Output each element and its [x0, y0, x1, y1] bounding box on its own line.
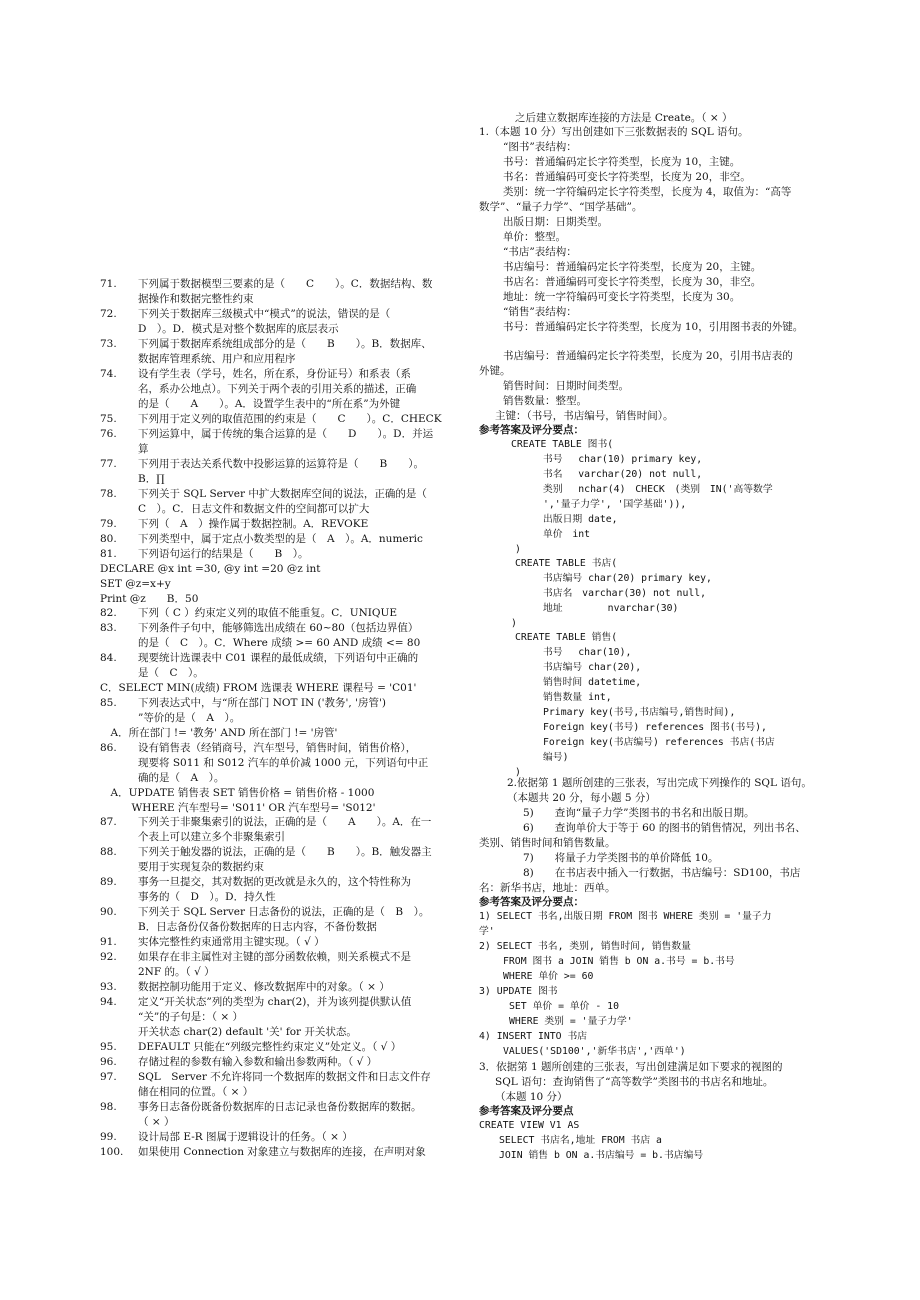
question-text: 事务日志备份既备份数据库的日志记录也备份数据库的数据。: [138, 1101, 422, 1113]
question-number: 72.: [100, 308, 117, 320]
question-number: 100.: [100, 1146, 124, 1158]
code-line: ): [515, 767, 521, 778]
question-line: [100, 562, 321, 576]
section-heading: 参考答案及评分要点: [479, 1105, 574, 1117]
question-number: 78.: [100, 488, 117, 500]
code-line: 书名 varchar(20) not null,: [543, 469, 703, 480]
question-text: B．日志备份仅备份数据库的日志内容，不备份数据: [138, 921, 377, 933]
code-line: FROM 图书 a JOIN 销售 b ON a.书号 = b.书号: [503, 956, 735, 967]
code-line: 1) SELECT 书名,出版日期 FROM 图书 WHERE 类别 = '量子力: [479, 911, 772, 922]
question-text: 如果使用 Connection 对象建立与数据库的连接，在声明对象: [138, 1146, 426, 1158]
question-text: 下列关于 SQL Server 日志备份的说法，正确的是（ B ）。: [138, 906, 430, 918]
code-line: Primary key(书号,书店编号,销售时间),: [543, 707, 736, 718]
question-text: D ）。D．模式是对整个数据库的底层表示: [138, 323, 339, 335]
question-text: 设有销售表（经销商号，汽车型号，销售时间，销售价格），: [138, 742, 417, 754]
question-text: 要用于实现复杂的数据约束: [138, 861, 264, 873]
question-number: 85.: [100, 697, 117, 709]
question-text: 实体完整性约束通常用主键实现。（ √ ）: [138, 936, 325, 948]
code-line: ): [511, 618, 517, 629]
question-text: 下列运算中，属于传统的集合运算的是（ D ）。D．并运: [138, 428, 434, 440]
question-number: 96.: [100, 1056, 117, 1068]
plain-text: A．UPDATE 销售表 SET 销售价格 = 销售价格 - 1000: [100, 787, 375, 799]
answer-line: 7) 将量子力学类图书的单价降低 10。: [523, 852, 719, 864]
question-line: [100, 801, 376, 815]
question-text: DEFAULT 只能在“列级完整性约束定义”处定义。（ √ ）: [138, 1041, 402, 1053]
code-line: 3) UPDATE 图书: [479, 986, 558, 997]
question-number: 91.: [100, 936, 117, 948]
answer-line: 名：新华书店，地址：西单。: [479, 882, 616, 894]
question-text: 下列关于非聚集索引的说法，正确的是（ A ）。A．在一: [138, 816, 432, 828]
code-line: CREATE TABLE 销售(: [515, 632, 618, 643]
code-line: ','量子力学', '国学基础')),: [543, 499, 687, 510]
code-line: 书店编号 char(20) primary key,: [543, 573, 712, 584]
question-text: 开关状态 char(2) default '关' for 开关状态。: [138, 1026, 357, 1038]
question-number: 71.: [100, 278, 117, 290]
question-text: 下列表达式中，与“所在部门 NOT IN ('教务', '房管'): [138, 697, 386, 709]
answer-line: 书店名：普通编码可变长字符类型，长度为 30，非空。: [503, 276, 762, 288]
plain-text: Print @z B．50: [100, 593, 199, 605]
question-text: 事务的（ D ）。D．持久性: [138, 891, 276, 903]
code-line: CREATE TABLE 图书(: [511, 439, 614, 450]
code-line: CREATE VIEW V1 AS: [479, 1120, 580, 1131]
answer-line: 类别：统一字符编码定长字符类型，长度为 4，取值为：“高等: [503, 186, 792, 198]
code-line: SELECT 书店名,地址 FROM 书店 a: [499, 1135, 662, 1146]
code-line: 类别 nchar(4) CHECK (类别 IN('高等数学: [543, 484, 773, 495]
answer-line: SQL 语句：查询销售了“高等数学”类图书的书店名和地址。: [495, 1076, 774, 1088]
question-text: 下列关于 SQL Server 中扩大数据库空间的说法，正确的是（: [138, 488, 427, 500]
question-number: 84.: [100, 652, 117, 664]
plain-text: DECLARE @x int =30, @y int =20 @z int: [100, 563, 321, 575]
question-text: 是（ C ）。: [138, 667, 204, 679]
code-line: 学': [479, 926, 495, 937]
code-line: 出版日期 date,: [543, 514, 618, 525]
question-text: 下列关于触发器的说法，正确的是（ B ）。B．触发器主: [138, 846, 432, 858]
question-text: 下列条件子句中，能够筛选出成绩在 60~80（包括边界值）: [138, 622, 419, 634]
answer-line: 单价：整型。: [503, 231, 566, 243]
question-text: 下列类型中，属于定点小数类型的是（ A ）。A．numeric: [138, 533, 423, 545]
answer-line: 书店编号：普通编码定长字符类型，长度为 20，引用书店表的: [503, 350, 793, 362]
plain-text: WHERE 汽车型号= 'S011' OR 汽车型号= 'S012': [100, 802, 376, 814]
code-line: 4) INSERT INTO 书店: [479, 1031, 588, 1042]
answer-line: “图书”表结构：: [503, 141, 577, 153]
question-text: 如果存在非主属性对主键的部分函数依赖，则关系模式不是: [138, 951, 411, 963]
question-text: 下列关于数据库三级模式中“模式”的说法，错误的是（: [138, 308, 391, 320]
question-number: 77.: [100, 458, 117, 470]
question-text: 数据库管理系统、用户和应用程序: [138, 353, 296, 365]
code-line: 单价 int: [543, 529, 591, 540]
question-text: B．∏: [138, 473, 165, 485]
question-number: 88.: [100, 846, 117, 858]
answer-line: 类别、销售时间和销售数量。: [479, 837, 616, 849]
question-text: 设有学生表（学号，姓名，所在系，身份证号）和系表（系: [138, 368, 411, 380]
question-number: 92.: [100, 951, 117, 963]
question-text: SQL Server 不允许将同一个数据库的数据文件和日志文件存: [138, 1071, 431, 1083]
question-number: 76.: [100, 428, 117, 440]
question-number: 89.: [100, 876, 117, 888]
answer-line: （本题 10 分）: [495, 1091, 568, 1103]
code-line: SET 单价 = 单价 - 10: [509, 1001, 619, 1012]
answer-line: “书店”表结构：: [503, 246, 577, 258]
code-line: 书店名 varchar(30) not null,: [543, 588, 707, 599]
question-text: 下列用于定义列的取值范围的约束是（ C ）。C．CHECK: [138, 413, 442, 425]
code-line: JOIN 销售 b ON a.书店编号 = b.书店编号: [499, 1150, 704, 1161]
question-text: 事务一旦提交，其对数据的更改就是永久的，这个特性称为: [138, 876, 411, 888]
question-text: 存储过程的参数有输入参数和输出参数两种。（ √ ）: [138, 1056, 378, 1068]
code-line: 销售时间 datetime,: [543, 677, 642, 688]
question-number: 98.: [100, 1101, 117, 1113]
question-number: 97.: [100, 1071, 117, 1083]
answer-line: 8) 在书店表中插入一行数据，书店编号：SD100，书店: [523, 867, 801, 879]
question-number: 86.: [100, 742, 117, 754]
answer-line: 书店编号：普通编码定长字符类型，长度为 20，主键。: [503, 261, 762, 273]
answer-line: 地址：统一字符编码可变长字符类型，长度为 30。: [503, 291, 741, 303]
code-line: WHERE 类别 = '量子力学': [509, 1016, 633, 1027]
question-text: 数据控制功能用于定义、修改数据库中的对象。（ × ）: [138, 981, 390, 993]
question-line: [100, 726, 337, 740]
plain-text: A．所在部门 != '教务' AND 所在部门 != '房管': [100, 727, 338, 739]
question-text: 确的是（ A ）。: [138, 772, 225, 784]
question-text: 定义“开关状态”列的类型为 char(2)，并为该列提供默认值: [138, 996, 412, 1008]
question-text: 设计局部 E-R 图属于逻辑设计的任务。（ × ）: [138, 1131, 353, 1143]
code-line: 2) SELECT 书名, 类别, 销售时间, 销售数量: [479, 941, 691, 952]
question-text: 下列属于数据库系统组成部分的是（ B ）。B．数据库、: [138, 338, 432, 350]
question-number: 75.: [100, 413, 117, 425]
code-line: 书店编号 char(20),: [543, 662, 642, 673]
question-text: 名，系办公地点）。下列关于两个表的引用关系的描述，正确: [138, 383, 417, 395]
code-line: WHERE 单价 >= 60: [503, 971, 594, 982]
section-heading: 参考答案及评分要点：: [479, 896, 584, 908]
answer-line: 3．依据第 1 题所创建的三张表，写出创建满足如下要求的视图的: [479, 1061, 783, 1073]
question-text: 的是（ A ）。A．设置学生表中的“所在系”为外键: [138, 398, 401, 410]
question-line: [100, 577, 171, 591]
question-line: [100, 786, 374, 800]
question-text: 的是（ C ）。C．Where 成绩 >= 60 AND 成绩 <= 80: [138, 637, 421, 649]
code-line: 编号): [543, 752, 569, 763]
code-line: 销售数量 int,: [543, 692, 612, 703]
answer-line: 1.（本题 10 分）写出创建如下三张数据表的 SQL 语句。: [479, 126, 749, 138]
code-line: 书号 char(10) primary key,: [543, 454, 703, 465]
question-text: 2NF 的。（ √ ）: [138, 966, 215, 978]
question-number: 87.: [100, 816, 117, 828]
code-line: ): [515, 544, 521, 555]
answer-line: 书号：普通编码定长字符类型，长度为 10，主键。: [503, 156, 741, 168]
code-line: Foreign key(书店编号) references 书店(书店: [543, 737, 775, 748]
answer-line: 主键：（书号，书店编号，销售时间）。: [495, 410, 674, 422]
question-text: 据操作和数据完整性约束: [138, 293, 254, 305]
question-text: C ）。C．日志文件和数据文件的空间都可以扩大: [138, 503, 370, 515]
question-number: 95.: [100, 1041, 117, 1053]
code-line: 书号 char(10),: [543, 647, 632, 658]
code-line: VALUES('SD100','新华书店','西单'): [503, 1046, 686, 1057]
question-number: 90.: [100, 906, 117, 918]
question-number: 83.: [100, 622, 117, 634]
question-text: 算: [138, 443, 149, 455]
question-text: 下列属于数据模型三要素的是（ C ）。C．数据结构、数: [138, 278, 433, 290]
code-line: Foreign key(书号) references 图书(书号),: [543, 722, 767, 733]
answer-line: 之后建立数据库连接的方法是 Create。（ × ）: [515, 112, 733, 124]
section-heading: 参考答案及评分要点：: [479, 424, 584, 436]
answer-line: 外键。: [479, 365, 511, 377]
question-text: （ × ）: [138, 1116, 175, 1128]
code-line: 地址 nvarchar(30): [543, 603, 679, 614]
answer-line: 书号：普通编码定长字符类型，长度为 10，引用图书表的外键。: [503, 321, 804, 333]
question-line: [100, 681, 416, 695]
question-text: 下列用于表达关系代数中投影运算的运算符是（ B ）。: [138, 458, 424, 470]
question-number: 94.: [100, 996, 117, 1008]
answer-line: 5) 查询“量子力学”类图书的书名和出版日期。: [523, 807, 755, 819]
question-number: 74.: [100, 368, 117, 380]
answer-line: （本题共 20 分，每小题 5 分）: [507, 792, 656, 804]
question-text: 下列（ A ）操作属于数据控制。A．REVOKE: [138, 518, 369, 530]
answer-line: 销售数量：整型。: [503, 395, 587, 407]
question-text: 现要统计选课表中 C01 课程的最低成绩，下列语句中正确的: [138, 652, 419, 664]
question-text: 个表上可以建立多个非聚集索引: [138, 831, 285, 843]
question-text: 下列（ C ）约束定义列的取值不能重复。C．UNIQUE: [138, 607, 398, 619]
question-number: 80.: [100, 533, 117, 545]
question-line: [100, 592, 198, 606]
answer-line: “销售”表结构：: [503, 306, 577, 318]
question-number: 81.: [100, 548, 117, 560]
question-number: 82.: [100, 607, 117, 619]
question-number: 93.: [100, 981, 117, 993]
answer-line: 6) 查询单价大于等于 60 的图书的销售情况，列出书名、: [523, 822, 806, 834]
question-text: 现要将 S011 和 S012 汽车的单价减 1000 元，下列语句中正: [138, 757, 429, 769]
question-number: 79.: [100, 518, 117, 530]
code-line: CREATE TABLE 书店(: [515, 558, 618, 569]
answer-line: 数学”、“量子力学”、“国学基础”。: [479, 201, 643, 213]
question-text: “关”的子句是：（ × ）: [138, 1011, 243, 1023]
answer-line: 出版日期：日期类型。: [503, 216, 608, 228]
answer-line: 销售时间：日期时间类型。: [503, 380, 629, 392]
question-number: 99.: [100, 1131, 117, 1143]
question-text: 储在相同的位置。（ × ）: [138, 1086, 254, 1098]
question-text: 下列语句运行的结果是（ B ）。: [138, 548, 309, 560]
plain-text: SET @z=x+y: [100, 578, 171, 590]
question-text: ”等价的是（ A ）。: [138, 712, 241, 724]
plain-text: C．SELECT MIN(成绩) FROM 选课表 WHERE 课程号 = 'C01': [100, 682, 417, 694]
answer-line: 书名：普通编码可变长字符类型，长度为 20，非空。: [503, 171, 751, 183]
question-number: 73.: [100, 338, 117, 350]
answer-line: 2.依据第 1 题所创建的三张表，写出完成下列操作的 SQL 语句。: [507, 777, 812, 789]
